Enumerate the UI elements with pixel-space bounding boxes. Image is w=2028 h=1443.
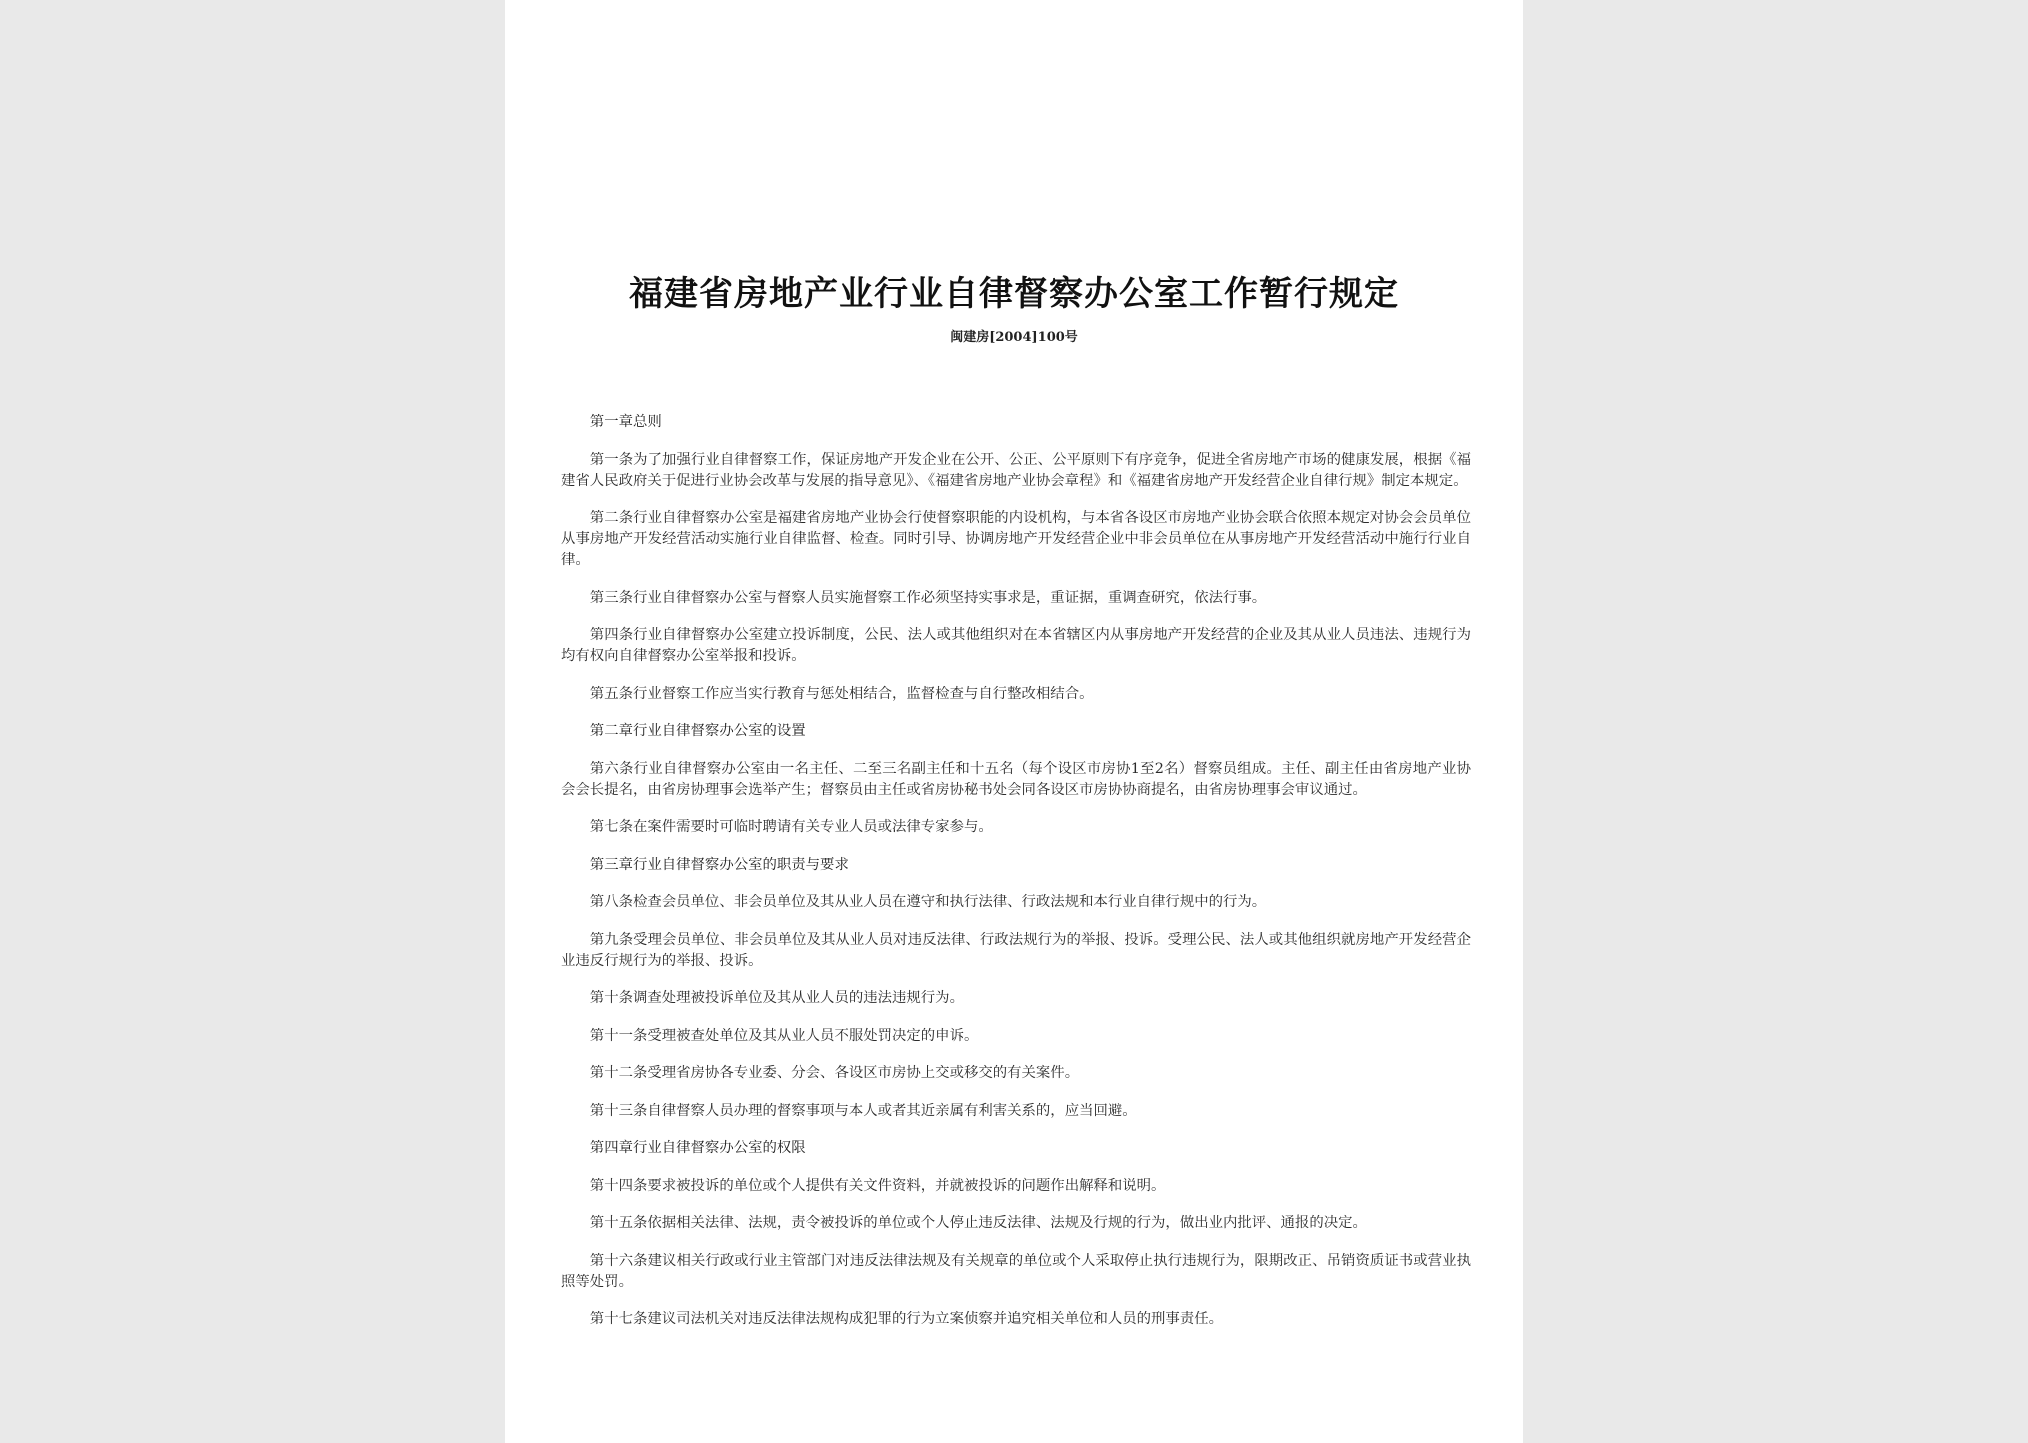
- document-number: 闽建房[2004]100号: [950, 330, 1078, 345]
- document-page: [505, 0, 1523, 1443]
- article-paragraph: 第七条在案件需要时可临时聘请有关专业人员或法律专家参与。: [589, 819, 993, 835]
- article-paragraph: 第十二条受理省房协各专业委、分会、各设区市房协上交或移交的有关案件。: [589, 1065, 1080, 1081]
- article-paragraph: 第十七条建议司法机关对违反法律法规构成犯罪的行为立案侦察并追究相关单位和人员的刑事责任。: [589, 1311, 1223, 1327]
- document-title: 福建省房地产业行业自律督察办公室工作暂行规定: [629, 274, 1399, 314]
- chapter-heading: 第一章总则: [589, 414, 662, 430]
- chapter-heading: 第三章行业自律督察办公室的职责与要求: [589, 856, 849, 873]
- article-paragraph: 第三条行业自律督察办公室与督察人员实施督察工作必须坚持实事求是，重证据，重调查研究，依法行事。: [589, 589, 1267, 606]
- article-paragraph: 第九条受理会员单位、非会员单位及其从业人员对违反法律、行政法规行为的举报、投诉。受理公民、法人或其他组织就房地产开发经营企业违反行规行为的举报、投诉。: [561, 931, 1471, 969]
- article-paragraph: 第十三条自律督察人员办理的督察事项与本人或者其近亲属有利害关系的，应当回避。: [589, 1102, 1137, 1119]
- chapter-heading: 第四章行业自律督察办公室的权限: [589, 1140, 806, 1156]
- article-paragraph: 第二条行业自律督察办公室是福建省房地产业协会行使督察职能的内设机构，与本省各设区市房地产业协会联合依照本规定对协会会员单位从事房地产开发经营活动实施行业自律监督、检查。同时引导、协调房地产开发经营企业中非会员单位在从事房地产开发经营活动中施行行业自律。: [561, 510, 1471, 568]
- article-paragraph: 第一条为了加强行业自律督察工作，保证房地产开发企业在公开、公正、公平原则下有序竞争，促进全省房地产市场的健康发展，根据《福建省人民政府关于促进行业协会改革与发展的指导意见》、《福建省房地产业协会章程》和《福建省房地产开发经营企业自律行规》制定本规定。: [561, 451, 1471, 489]
- article-paragraph: 第十条调查处理被投诉单位及其从业人员的违法违规行为。: [589, 990, 964, 1006]
- article-paragraph: 第十一条受理被查处单位及其从业人员不服处罚决定的申诉。: [589, 1027, 979, 1044]
- article-paragraph: 第四条行业自律督察办公室建立投诉制度，公民、法人或其他组织对在本省辖区内从事房地产开发经营的企业及其从业人员违法、违规行为均有权向自律督察办公室举报和投诉。: [561, 627, 1471, 664]
- article-paragraph: 第十五条依据相关法律、法规，责令被投诉的单位或个人停止违反法律、法规及行规的行为，做出业内批评、通报的决定。: [589, 1215, 1367, 1231]
- article-paragraph: 第十四条要求被投诉的单位或个人提供有关文件资料，并就被投诉的问题作出解释和说明。: [589, 1177, 1166, 1194]
- chapter-heading: 第二章行业自律督察办公室的设置: [589, 723, 806, 739]
- article-paragraph: 第五条行业督察工作应当实行教育与惩处相结合，监督检查与自行整改相结合。: [589, 685, 1094, 702]
- article-paragraph: 第六条行业自律督察办公室由一名主任、二至三名副主任和十五名（每个设区市房协1至2名）督察员组成。主任、副主任由省房地产业协会会长提名，由省房协理事会选举产生；督察员由主任或省房协秘书处会同各设区市房协协商提名，由省房协理事会审议通过。: [561, 760, 1471, 798]
- document-body: [561, 412, 1471, 1347]
- article-paragraph: 第八条检查会员单位、非会员单位及其从业人员在遵守和执行法律、行政法规和本行业自律行规中的行为。: [589, 894, 1267, 910]
- article-paragraph: 第十六条建议相关行政或行业主管部门对违反法律法规及有关规章的单位或个人采取停止执行违规行为，限期改正、吊销资质证书或营业执照等处罚。: [561, 1252, 1471, 1290]
